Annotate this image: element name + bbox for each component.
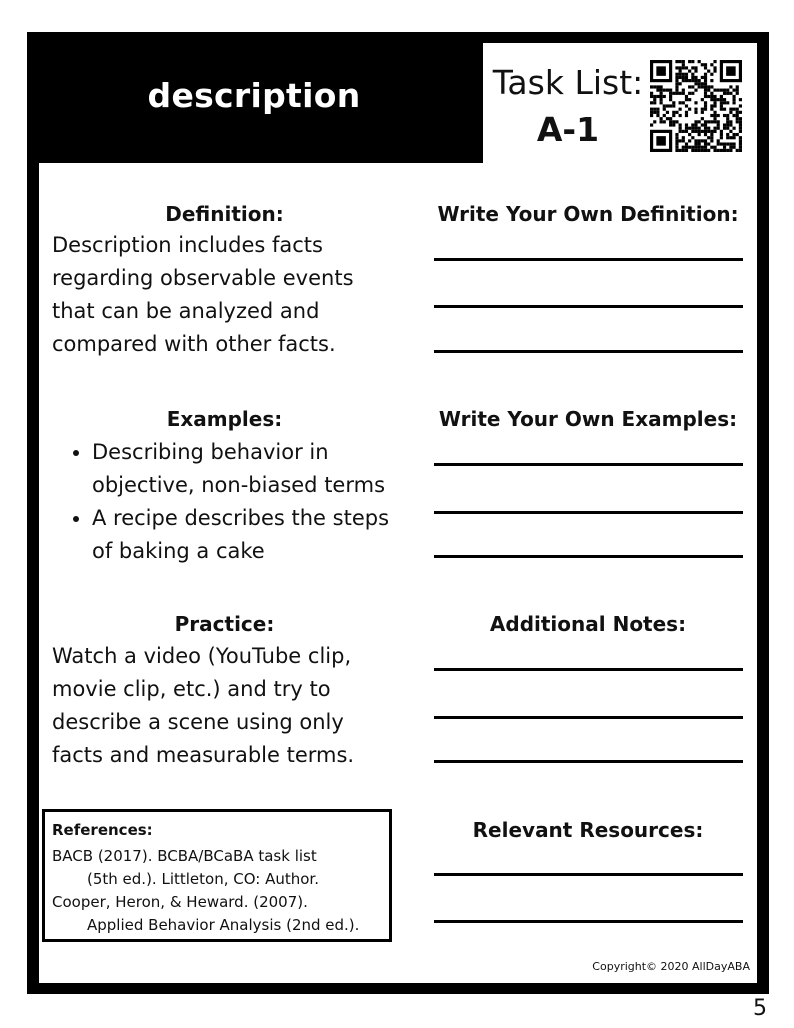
- copyright-text: Copyright© 2020 AllDayABA: [592, 960, 750, 973]
- list-item: [92, 436, 402, 502]
- practice-line: Watch a video (YouTube clip,: [52, 644, 352, 668]
- writing-line[interactable]: [434, 463, 743, 466]
- own-definition-heading: Write Your Own Definition:: [437, 202, 739, 226]
- practice-heading: Practice:: [174, 612, 275, 636]
- writing-line[interactable]: [434, 258, 743, 261]
- qr-code-icon[interactable]: [650, 60, 742, 152]
- reference-line: (5th ed.). Littleton, CO: Author.: [87, 870, 319, 888]
- writing-line[interactable]: [434, 716, 743, 719]
- definition-line: compared with other facts.: [52, 332, 336, 356]
- task-list-label: Task List:: [492, 63, 644, 102]
- list-item: [92, 502, 402, 568]
- definition-text: [52, 229, 402, 361]
- writing-line[interactable]: [434, 305, 743, 308]
- definition-line: regarding observable events: [52, 266, 354, 290]
- practice-line: describe a scene using only: [52, 710, 344, 734]
- writing-line[interactable]: [434, 760, 743, 763]
- own-examples-heading: Write Your Own Examples:: [438, 407, 738, 431]
- definition-heading: Definition:: [165, 202, 284, 226]
- definition-line: that can be analyzed and: [52, 299, 320, 323]
- example-line: objective, non-biased terms: [92, 473, 386, 497]
- writing-line[interactable]: [434, 920, 743, 923]
- example-line: of baking a cake: [92, 539, 265, 563]
- writing-line[interactable]: [434, 668, 743, 671]
- references-title: References:: [52, 821, 153, 839]
- writing-line[interactable]: [434, 873, 743, 876]
- examples-list: [52, 436, 402, 568]
- writing-line[interactable]: [434, 555, 743, 558]
- definition-line: Description includes facts: [52, 233, 323, 257]
- reference-line: Cooper, Heron, & Heward. (2007).: [52, 893, 308, 911]
- reference-line: Applied Behavior Analysis (2nd ed.).: [87, 916, 360, 934]
- page-number: 5: [753, 996, 767, 1021]
- practice-line: facts and measurable terms.: [52, 743, 355, 767]
- practice-line: movie clip, etc.) and try to: [52, 677, 331, 701]
- task-code: A-1: [536, 110, 600, 149]
- additional-notes-heading: Additional Notes:: [489, 612, 687, 636]
- example-line: • A recipe describes the steps: [92, 506, 390, 530]
- writing-line[interactable]: [434, 511, 743, 514]
- page-title: description: [147, 76, 361, 115]
- relevant-resources-heading: Relevant Resources:: [472, 818, 704, 842]
- reference-line: BACB (2017). BCBA/BCaBA task list: [52, 847, 317, 865]
- examples-heading: Examples:: [166, 407, 283, 431]
- example-line: • Describing behavior in: [92, 440, 329, 464]
- practice-text: [52, 640, 402, 772]
- writing-line[interactable]: [434, 350, 743, 353]
